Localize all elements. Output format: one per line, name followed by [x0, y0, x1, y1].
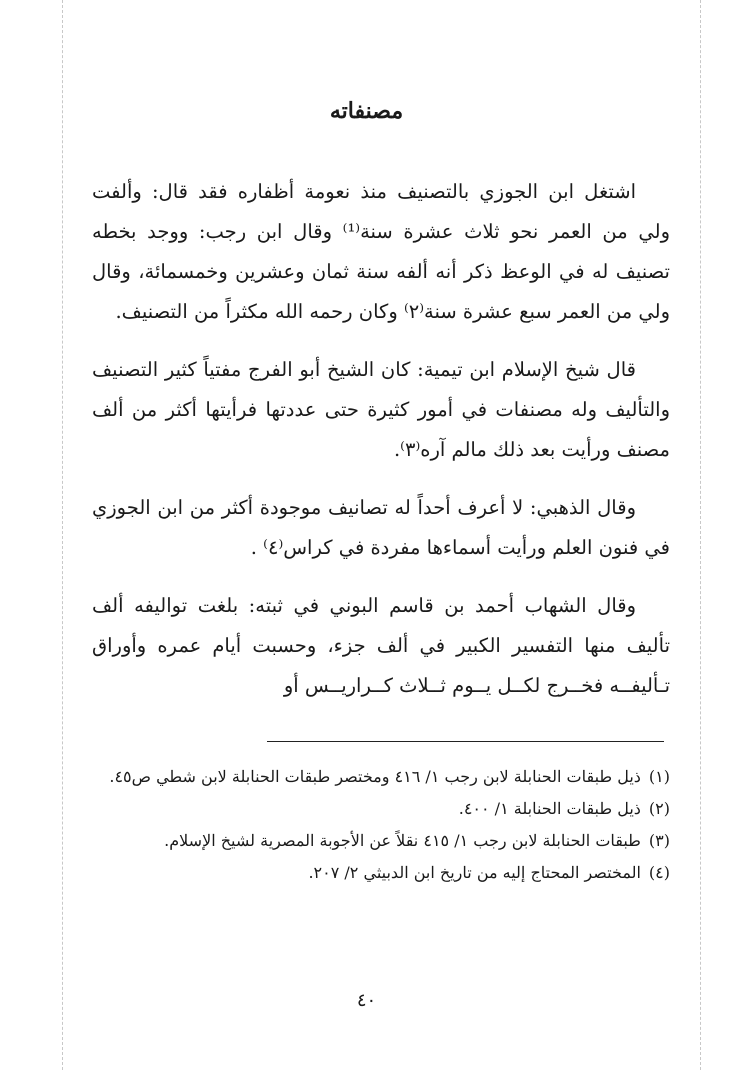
page-number: ٤٠ — [356, 990, 377, 1011]
paragraph-authorship: اشتغل ابن الجوزي بالتصنيف منذ نعومة أظفاره فقد قال: وألفت ولي من العمر نحو ثلاث عشرة سنة⁽¹⁾ وقال ابن رجب: ووجد بخطه تصنيف له في الوعظ ذكر أنه ألفه سنة ثمان وعشرين وخمسمائة، وقال ولي من العمر سبع عشرة سنة⁽٢⁾ وكان رحمه الله مكثراً من التصنيف. — [92, 180, 670, 323]
footnote-item — [96, 762, 670, 791]
footnote-item — [96, 826, 670, 855]
paragraph-buni: وقال الشهاب أحمد بن قاسم البوني في ثبته: بلغت تواليفه ألف تأليف منها التفسير الكبير في ألف جزء، وحسبت أيام عمره وأوراق تـأليفــه فخــرج لكــل يــوم ثــلاث كــراريــس أو — [92, 594, 670, 697]
footnote-separator — [267, 741, 664, 742]
footnote-text: طبقات الحنابلة لابن رجب ١/ ٤١٥ نقلاً عن الأجوبة المصرية لشيخ الإسلام. — [164, 831, 641, 850]
paragraph-ibn-taymiyya: قال شيخ الإسلام ابن تيمية: كان الشيخ أبو الفرج مفتياً كثير التصنيف والتأليف وله مصنفات في أمور كثيرة حتى عددتها فرأيتها أكثر من ألف مصنف ورأيت بعد ذلك مالم آره⁽٣⁾. — [92, 358, 670, 461]
page-heading: مصنفاته — [329, 98, 404, 124]
footnote-text: ذيل طبقات الحنابلة ١/ ٤٠٠. — [458, 799, 641, 818]
footnote-number: (٣) — [648, 831, 670, 850]
footnote-item — [96, 794, 670, 823]
footnote-number: (١) — [648, 767, 670, 786]
paragraph-dhahabi: وقال الذهبي: لا أعرف أحداً له تصانيف موجودة أكثر من ابن الجوزي في فنون العلم ورأيت أسماءها مفردة في كراس⁽٤⁾ . — [92, 496, 670, 559]
scan-edge-right — [700, 0, 701, 1070]
footnote-number: (٢) — [648, 799, 670, 818]
footnotes-list — [96, 762, 670, 890]
footnote-item — [96, 858, 670, 887]
body-text — [92, 172, 670, 724]
scan-edge-left — [62, 0, 63, 1070]
footnote-text: المختصر المحتاج إليه من تاريخ ابن الدبيثي ٢/ ٢٠٧. — [308, 863, 641, 882]
footnote-number: (٤) — [648, 863, 670, 882]
footnote-text: ذيل طبقات الحنابلة لابن رجب ١/ ٤١٦ ومختصر طبقات الحنابلة لابن شطي ص٤٥. — [109, 767, 641, 786]
